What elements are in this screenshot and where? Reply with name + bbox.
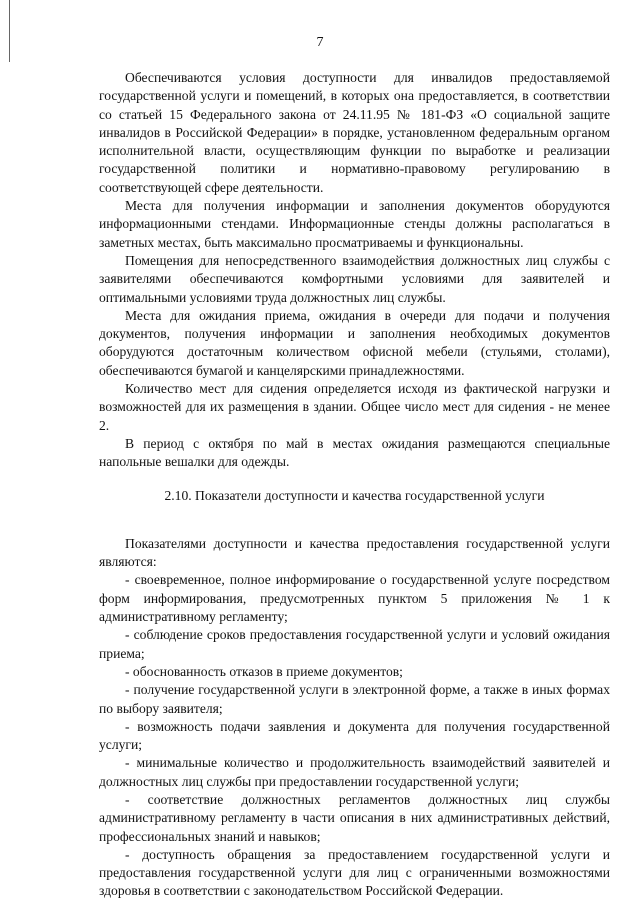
list-item: - получение государственной услуги в электронной форме, а также в иных формах по выбору заявителя; xyxy=(99,682,610,716)
list-item: - доступность обращения за предоставлением государственной услуги и предоставления государственной услуги для лиц с ограниченными возможностями здоровья в соответствии с законодательством Российской Федерации. xyxy=(99,846,610,899)
paragraph-waiting-places: Места для ожидания приема, ожидания в очереди для подачи и получения документов, получения информации и заполнения необходимых документов оборудуются достаточным количеством офисной мебели (стульями, столами), обеспечиваются бумагой и канцелярскими принадлежностями. xyxy=(99,307,610,378)
paragraph-indicators-intro: Показателями доступности и качества предоставления государственной услуги являются: xyxy=(99,535,610,570)
paragraph-info-stands: Места для получения информации и заполнения документов оборудуются информационными стендами. Информационные стенды должны располагаться в заметных местах, быть максимально просматриваемы и функциональны. xyxy=(99,198,610,250)
list-item: - возможность подачи заявления и документа для получения государственной услуги; xyxy=(99,718,610,753)
document-body xyxy=(99,69,610,901)
paragraph-seating: Количество мест для сидения определяется исходя из фактической нагрузки и возможностей для их размещения в здании. Общее число мест для сидения - не менее 2. xyxy=(99,381,610,433)
list-item: - соответствие должностных регламентов должностных лиц службы административному регламенту в части описания в них административных действий, профессиональных знаний и навыков; xyxy=(99,791,610,844)
page-number: 7 xyxy=(316,35,324,50)
list-item: - соблюдение сроков предоставления государственной услуги и условий ожидания приема; xyxy=(99,627,610,661)
list-item: - обоснованность отказов в приеме документов; xyxy=(125,663,403,679)
list-item: - минимальные количество и продолжительность взаимодействий заявителей и должностных лиц службы при предоставлении государственной услуги; xyxy=(99,755,610,789)
paragraph-premises: Помещения для непосредственного взаимодействия должностных лиц службы с заявителями обеспечиваются комфортными условиями для заявителей и оптимальными условиями труда должностных лиц службы. xyxy=(99,252,610,305)
list-item: - своевременное, полное информирование о государственной услуге посредством форм информирования, предусмотренных пунктом 5 приложения № 1 к административному регламенту; xyxy=(99,572,610,625)
paragraph-accessibility-disabled: Обеспечиваются условия доступности для инвалидов предоставляемой государственной услуги и помещений, в которых она предоставляется, в соответствии со статьей 15 Федерального закона от 24.11.95 № 181-ФЗ «О социальной защите инвалидов в Российской Федерации» в порядке, установленном федеральным органом исполнительной власти, осуществляющим функции по выработке и реализации государственной политики и нормативно-правовому регулированию в соответствующей сфере деятельности. xyxy=(99,70,610,195)
page-edge-line xyxy=(9,0,10,62)
section-heading: 2.10. Показатели доступности и качества государственной услуги xyxy=(164,487,545,503)
paragraph-coat-hangers: В период с октября по май в местах ожидания размещаются специальные напольные вешалки для одежды. xyxy=(99,435,610,470)
